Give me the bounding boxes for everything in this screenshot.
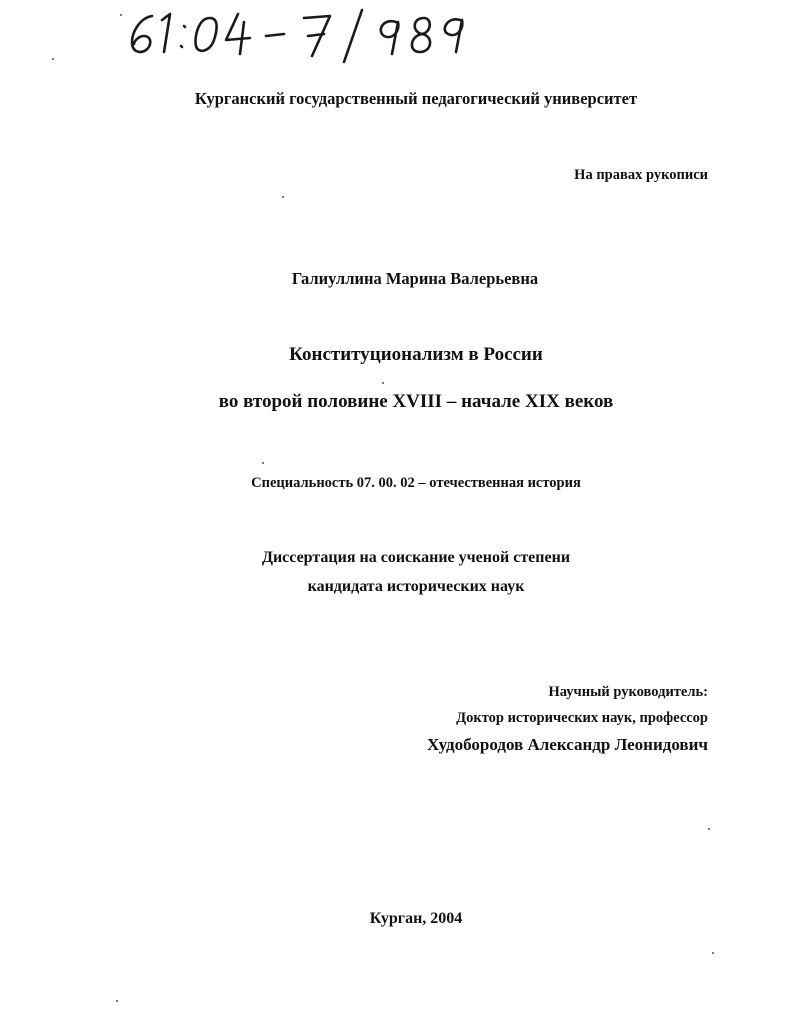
degree-statement-line-2: кандидата исторических наук bbox=[307, 578, 525, 595]
specialty: Специальность 07. 00. 02 – отечественная история bbox=[251, 475, 581, 491]
scan-speck bbox=[282, 196, 284, 198]
advisor-label: Научный руководитель: bbox=[548, 684, 708, 700]
author-name: Галиуллина Марина Валерьевна bbox=[291, 269, 539, 288]
manuscript-rights-note: На правах рукописи bbox=[574, 167, 708, 183]
city-year: Курган, 2004 bbox=[369, 910, 463, 927]
advisor-name: Худобородов Александр Леонидович bbox=[426, 735, 708, 754]
scan-speck bbox=[120, 14, 122, 16]
scan-speck bbox=[116, 1000, 118, 1002]
advisor-degree: Доктор исторических наук, профессор bbox=[456, 710, 708, 726]
scan-speck bbox=[712, 952, 714, 954]
scan-speck bbox=[52, 58, 54, 60]
dissertation-title-line-2: во второй половине XVIII – начале XIX веков bbox=[218, 391, 614, 412]
university-name: Курганский государственный педагогический университет bbox=[194, 89, 638, 108]
dissertation-title-line-1: Конституционализм в России bbox=[289, 344, 543, 365]
handwritten-archive-number bbox=[118, 0, 478, 66]
scan-speck bbox=[708, 828, 710, 830]
handwritten-archive-number-drawing bbox=[118, 0, 478, 66]
scan-speck bbox=[382, 382, 384, 384]
scan-speck bbox=[262, 462, 264, 464]
degree-statement-line-1: Диссертация на соискание ученой степени bbox=[261, 549, 571, 566]
